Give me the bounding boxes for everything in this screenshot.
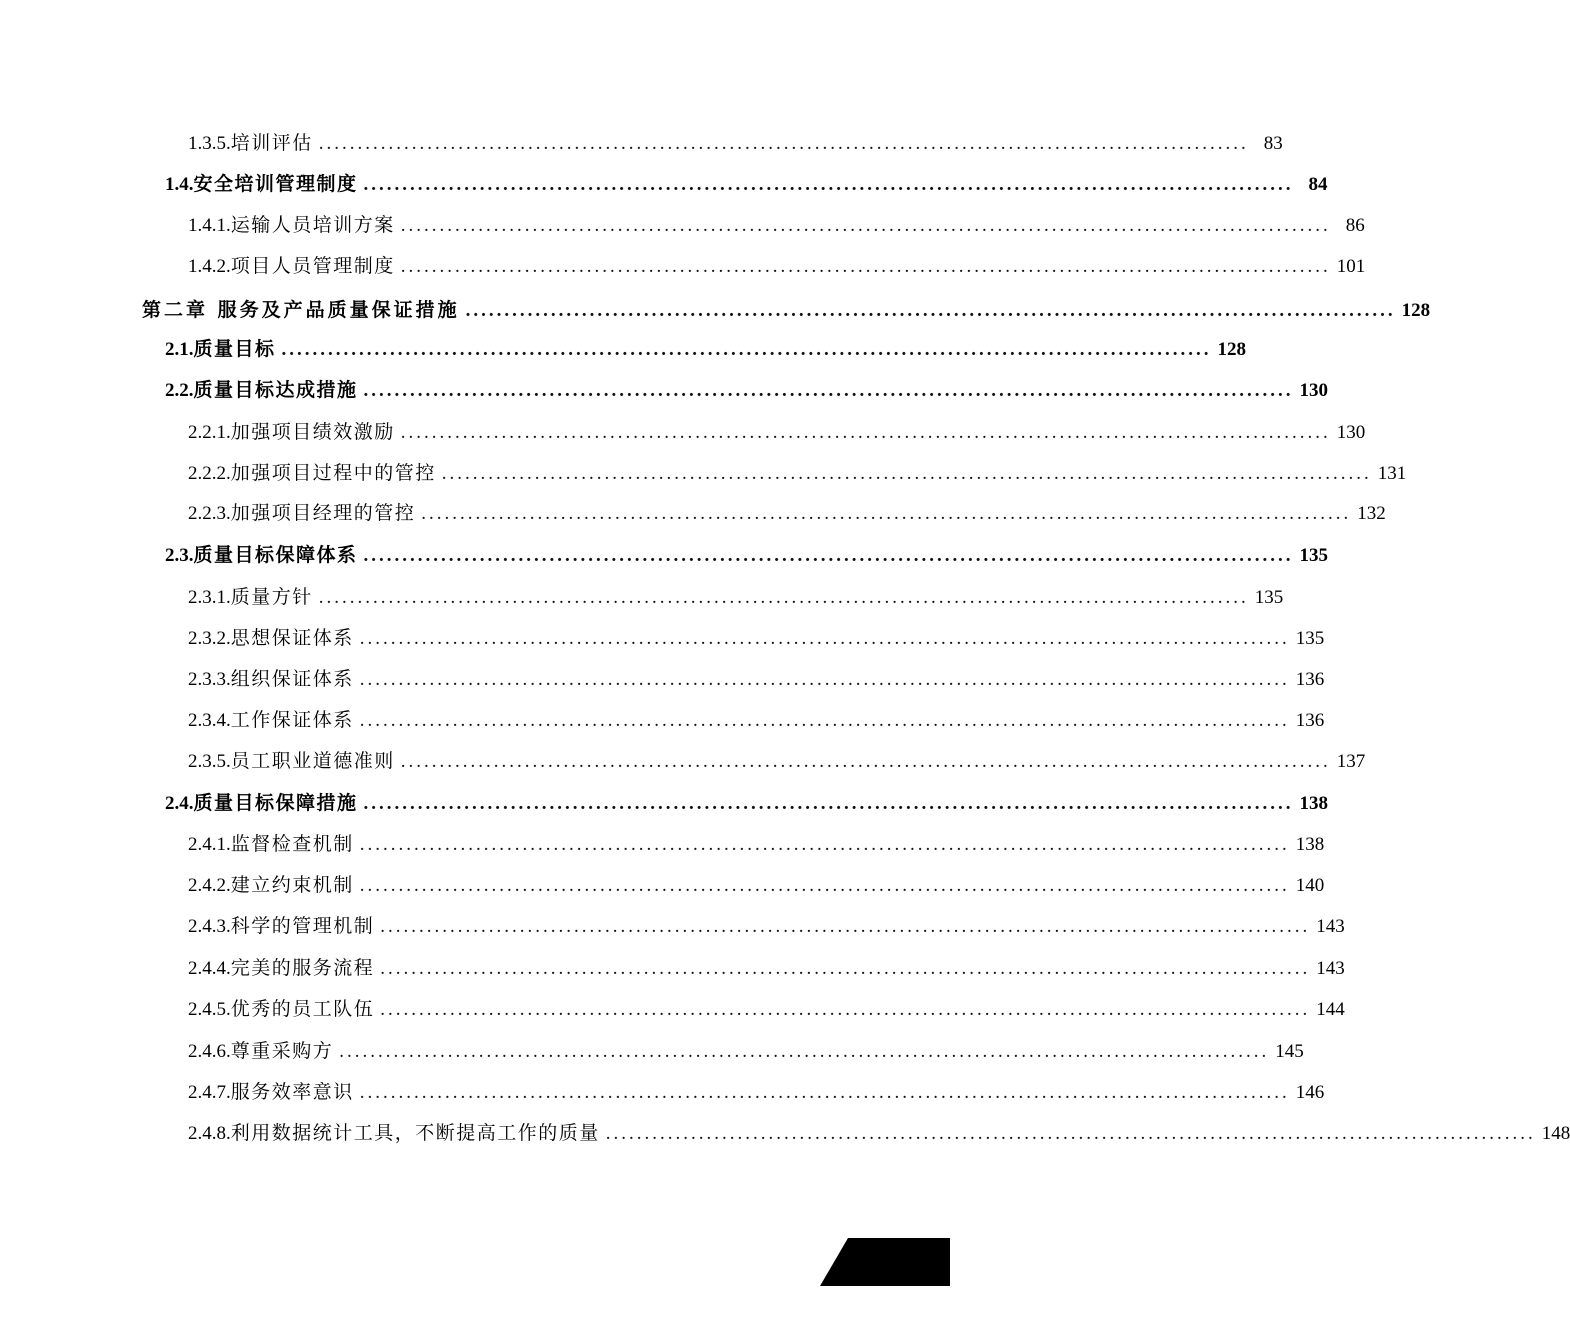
- toc-entry-number: 1.4.: [165, 174, 194, 195]
- dot-leader: ........................................................................................................................: [359, 1082, 1290, 1103]
- toc-entry-number: 2.1.: [165, 339, 194, 360]
- toc-entry-number: 2.3.3.: [188, 669, 231, 690]
- toc-entry-title: 科学的管理机制: [230, 915, 375, 937]
- toc-entry-page-number: 130: [1336, 422, 1366, 443]
- toc-entry-title: 运输人员培训方案: [230, 214, 395, 236]
- toc-entry-number: 2.3.: [165, 545, 194, 566]
- dot-leader: ........................................................................................................................: [363, 174, 1294, 195]
- toc-entry-title: 尊重采购方: [230, 1040, 334, 1062]
- dot-leader: ........................................................................................................................: [359, 875, 1290, 896]
- dot-leader: ........................................................................................................................: [400, 256, 1331, 277]
- toc-entry-title: 利用数据统计工具，不断提高工作的质量: [230, 1122, 600, 1144]
- toc-entry-page-number: 135: [1254, 587, 1284, 608]
- dot-leader: ........................................................................................................................: [441, 463, 1372, 484]
- toc-entry-page-number: 143: [1316, 916, 1345, 937]
- toc-entry[interactable]: [165, 169, 1328, 199]
- toc-entry-page-number: 86: [1345, 215, 1365, 236]
- toc-entry-page-number: 138: [1299, 793, 1329, 814]
- toc-entry-title: 思想保证体系: [230, 627, 354, 649]
- toc-entry-number: 2.4.4.: [188, 958, 231, 979]
- dot-leader: ........................................................................................................................: [380, 958, 1311, 979]
- toc-entry-number: 2.4.7.: [188, 1082, 231, 1103]
- toc-entry[interactable]: [165, 788, 1329, 818]
- toc-entry[interactable]: [188, 417, 1366, 447]
- dot-leader: ........................................................................................................................: [363, 545, 1294, 566]
- dot-leader: ........................................................................................................................: [318, 133, 1249, 154]
- toc-entry-title: 质量目标保障措施: [193, 792, 358, 814]
- toc-entry-number: 2.4.2.: [188, 875, 231, 896]
- toc-entry-page-number: 146: [1295, 1082, 1325, 1103]
- toc-entry-title: 员工职业道德准则: [230, 750, 395, 772]
- toc-entry-page-number: 144: [1316, 999, 1345, 1020]
- toc-entry-number: 2.3.4.: [188, 710, 231, 731]
- toc-entry[interactable]: [188, 746, 1366, 776]
- dot-leader: ........................................................................................................................: [380, 999, 1311, 1020]
- toc-entry-number: 1.4.1.: [188, 215, 231, 236]
- toc-entry-number: 2.4.6.: [188, 1041, 231, 1062]
- toc-entry-title: 监督检查机制: [230, 833, 354, 855]
- toc-entry-number: 2.4.5.: [188, 999, 231, 1020]
- toc-entry-number: 1.4.2.: [188, 256, 231, 277]
- toc-entry-number: 2.4.8.: [188, 1123, 231, 1144]
- dot-leader: ........................................................................................................................: [318, 587, 1249, 608]
- toc-entry-number: 2.3.2.: [188, 628, 231, 649]
- toc-entry[interactable]: [188, 1036, 1304, 1066]
- toc-entry-title: 优秀的员工队伍: [230, 998, 375, 1020]
- toc-entry-title: 质量目标: [193, 338, 276, 360]
- toc-entry-number: 2.4.: [165, 793, 194, 814]
- dot-leader: ........................................................................................................................: [339, 1041, 1270, 1062]
- toc-entry-title: 加强项目过程中的管控: [230, 462, 436, 484]
- toc-entry[interactable]: [165, 540, 1329, 570]
- toc-entry[interactable]: [188, 911, 1345, 941]
- toc-entry-page-number: 128: [1217, 339, 1247, 360]
- toc-entry-title: 质量方针: [230, 586, 313, 608]
- toc-entry[interactable]: [188, 870, 1325, 900]
- dot-leader: ........................................................................................................................: [605, 1123, 1536, 1144]
- dot-leader: ........................................................................................................................: [359, 669, 1290, 690]
- toc-entry[interactable]: [188, 623, 1325, 653]
- corner-tab-decoration: [820, 1238, 950, 1286]
- toc-entry-page-number: 131: [1377, 463, 1407, 484]
- dot-leader: ........................................................................................................................: [363, 793, 1294, 814]
- toc-entry[interactable]: [188, 251, 1366, 281]
- toc-entry[interactable]: [188, 664, 1325, 694]
- toc-entry[interactable]: [188, 498, 1386, 528]
- toc-entry[interactable]: [188, 210, 1365, 240]
- dot-leader: ........................................................................................................................: [400, 422, 1331, 443]
- toc-entry-number: 2.4.3.: [188, 916, 231, 937]
- toc-entry-title: 安全培训管理制度: [193, 173, 358, 195]
- toc-entry-title: 加强项目经理的管控: [230, 502, 416, 524]
- toc-entry-page-number: 138: [1295, 834, 1325, 855]
- toc-entry[interactable]: [188, 1077, 1325, 1107]
- toc-entry[interactable]: [188, 829, 1325, 859]
- dot-leader: ........................................................................................................................: [359, 628, 1290, 649]
- toc-entry-page-number: 84: [1308, 174, 1328, 195]
- toc-entry-number: 2.2.3.: [188, 503, 231, 524]
- toc-entry[interactable]: [188, 128, 1283, 158]
- dot-leader: ........................................................................................................................: [363, 380, 1294, 401]
- toc-entry-page-number: 143: [1316, 958, 1345, 979]
- dot-leader: ........................................................................................................................: [421, 503, 1352, 524]
- toc-entry[interactable]: [188, 953, 1345, 983]
- toc-entry[interactable]: [188, 458, 1407, 488]
- toc-entry-page-number: 140: [1295, 875, 1325, 896]
- toc-entry-title: 服务效率意识: [230, 1081, 354, 1103]
- toc-entry-title: 工作保证体系: [230, 709, 354, 731]
- dot-leader: ........................................................................................................................: [359, 710, 1290, 731]
- toc-entry-title: 加强项目绩效激励: [230, 421, 395, 443]
- toc-entry-number: 2.4.1.: [188, 834, 231, 855]
- toc-entry-page-number: 137: [1336, 751, 1366, 772]
- dot-leader: ........................................................................................................................: [359, 834, 1290, 855]
- toc-entry-title: 建立约束机制: [230, 874, 354, 896]
- toc-entry-title: 组织保证体系: [230, 668, 354, 690]
- toc-entry-page-number: 136: [1295, 710, 1325, 731]
- toc-entry-page-number: 132: [1357, 503, 1386, 524]
- toc-entry-title: 培训评估: [230, 132, 313, 154]
- toc-entry-title: 项目人员管理制度: [230, 255, 395, 277]
- toc-entry-page-number: 145: [1275, 1041, 1304, 1062]
- toc-entry-page-number: 83: [1263, 133, 1283, 154]
- toc-entry-number: 1.3.5.: [188, 133, 231, 154]
- dot-leader: ........................................................................................................................: [400, 215, 1331, 236]
- toc-entry[interactable]: [165, 375, 1329, 405]
- toc-entry-title: 第二章 服务及产品质量保证措施: [142, 299, 460, 321]
- toc-entry-title: 质量目标保障体系: [193, 544, 358, 566]
- toc-entry[interactable]: [165, 334, 1247, 364]
- toc-entry-number: 2.2.1.: [188, 422, 231, 443]
- toc-entry-page-number: 130: [1299, 380, 1329, 401]
- toc-entry-title: 完美的服务流程: [230, 957, 375, 979]
- dot-leader: ........................................................................................................................: [281, 339, 1212, 360]
- toc-entry[interactable]: [188, 705, 1325, 735]
- toc-entry-number: 2.3.1.: [188, 587, 231, 608]
- dot-leader: ........................................................................................................................: [380, 916, 1311, 937]
- toc-entry[interactable]: [188, 994, 1345, 1024]
- toc-entry-title: 质量目标达成措施: [193, 379, 358, 401]
- toc-entry-number: 2.3.5.: [188, 751, 231, 772]
- toc-entry-page-number: 148: [1541, 1123, 1570, 1144]
- dot-leader: ........................................................................................................................: [465, 300, 1396, 321]
- toc-entry-page-number: 128: [1401, 300, 1431, 321]
- toc-entry-page-number: 136: [1295, 669, 1325, 690]
- dot-leader: ........................................................................................................................: [400, 751, 1331, 772]
- toc-entry-page-number: 135: [1295, 628, 1325, 649]
- toc-entry-number: 2.2.: [165, 380, 194, 401]
- toc-entry[interactable]: [188, 582, 1284, 612]
- toc-entry[interactable]: [188, 1118, 1570, 1148]
- toc-entry-page-number: 101: [1336, 256, 1366, 277]
- toc-entry[interactable]: [142, 295, 1431, 325]
- toc-entry-page-number: 135: [1299, 545, 1329, 566]
- toc-entry-number: 2.2.2.: [188, 463, 231, 484]
